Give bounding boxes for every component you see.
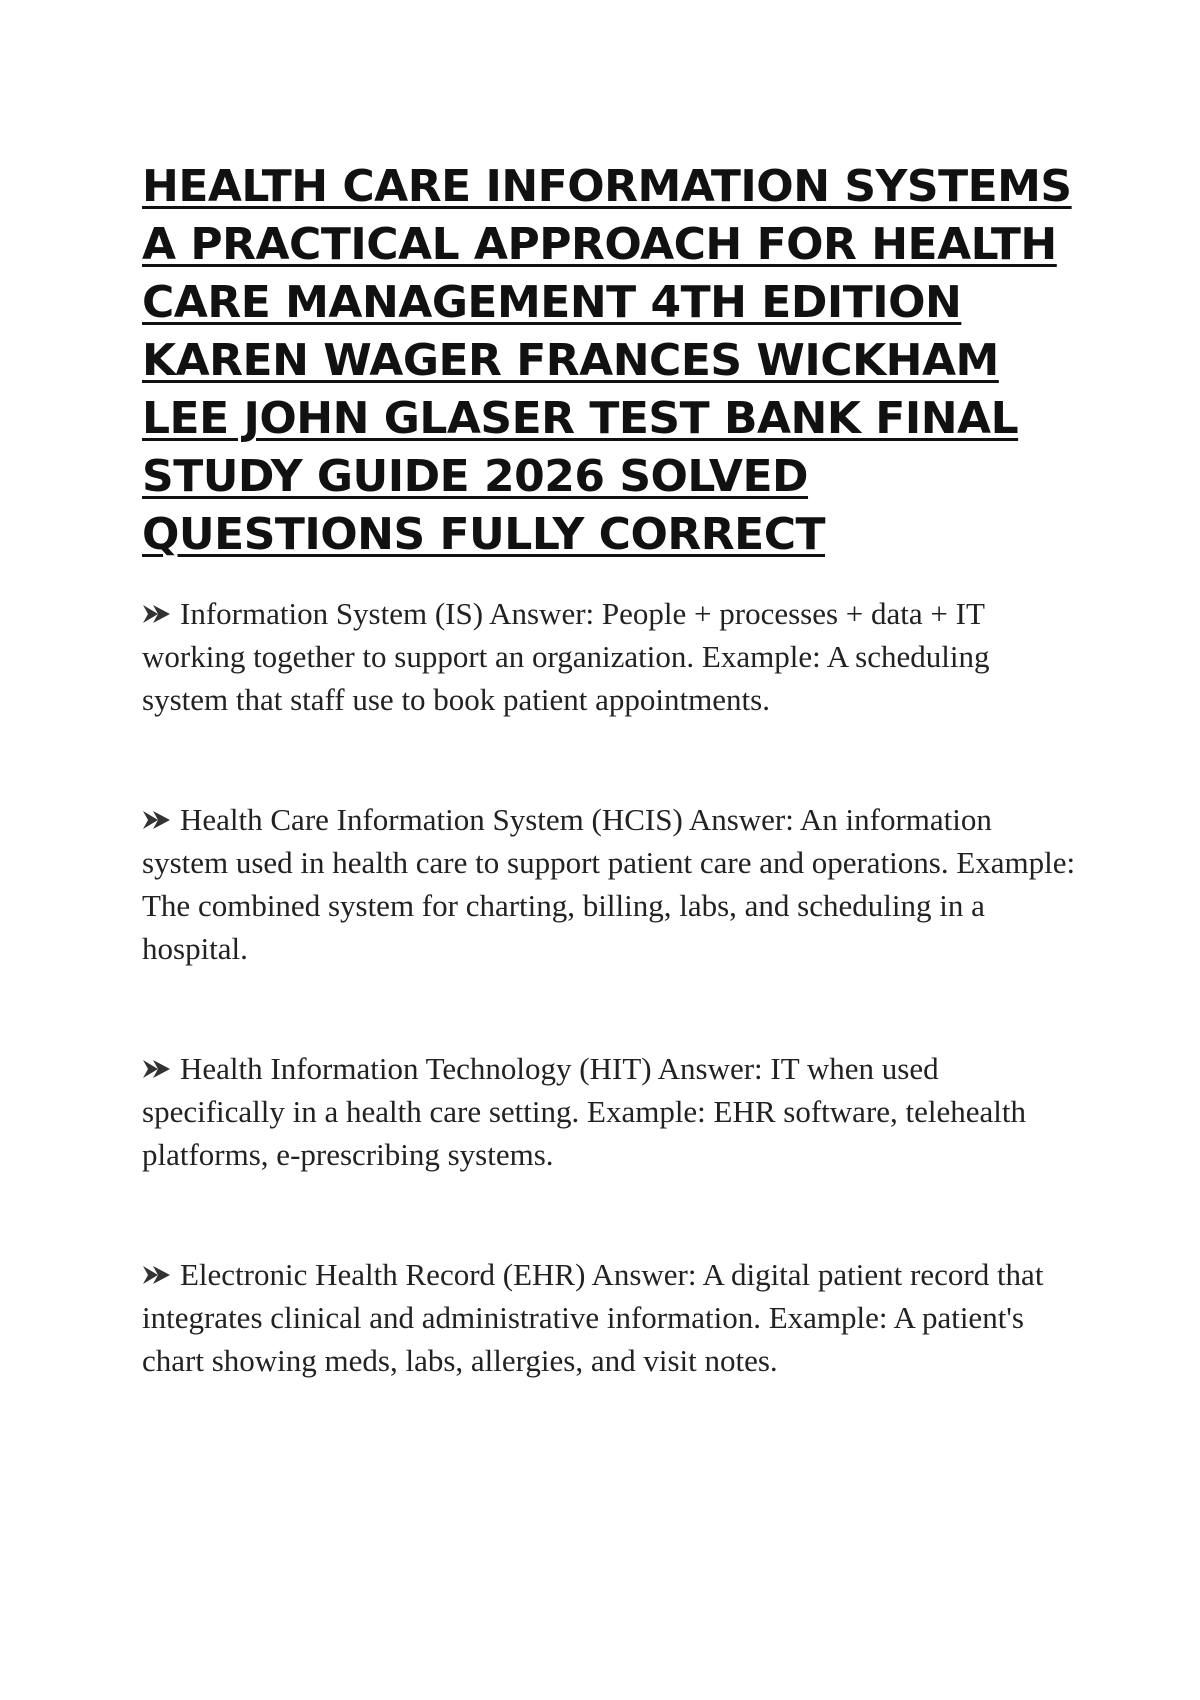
qa-item [142,798,1082,970]
qa-item [142,1047,1082,1176]
document-title-text: HEALTH CARE INFORMATION SYSTEMS A PRACTICAL APPROACH FOR HEALTH CARE MANAGEMENT 4TH EDITION KAREN WAGER FRANCES WICKHAM LEE JOHN GLASER TEST BANK FINAL STUDY GUIDE 2026 SOLVED QUESTIONS FULLY CORRECT [142,161,1072,560]
qa-item [142,592,1082,721]
double-arrow-bullet-icon [142,808,172,832]
qa-item-text: Information System (IS) Answer: People + processes + data + IT working together to support an organization. Example: A scheduling system that staff use to book patient appointments. [142,596,990,717]
qa-item-text: Health Care Information System (HCIS) Answer: An information system used in health care to support patient care and operations. Example: The combined system for charting, billing, labs, and scheduling in a hospital. [142,802,1076,966]
qa-item-text: Health Information Technology (HIT) Answer: IT when used specifically in a health care setting. Example: EHR software, telehealth platforms, e-prescribing systems. [142,1051,1027,1172]
qa-item [142,1253,1082,1382]
double-arrow-bullet-icon [142,602,172,626]
qa-item-text: Electronic Health Record (EHR) Answer: A digital patient record that integrates clinical and administrative information. Example: A patient's chart showing meds, labs, allergies, and visit notes. [142,1257,1044,1378]
qa-list [142,592,1082,1459]
double-arrow-bullet-icon [142,1057,172,1081]
document-title [142,158,1082,564]
double-arrow-bullet-icon [142,1263,172,1287]
